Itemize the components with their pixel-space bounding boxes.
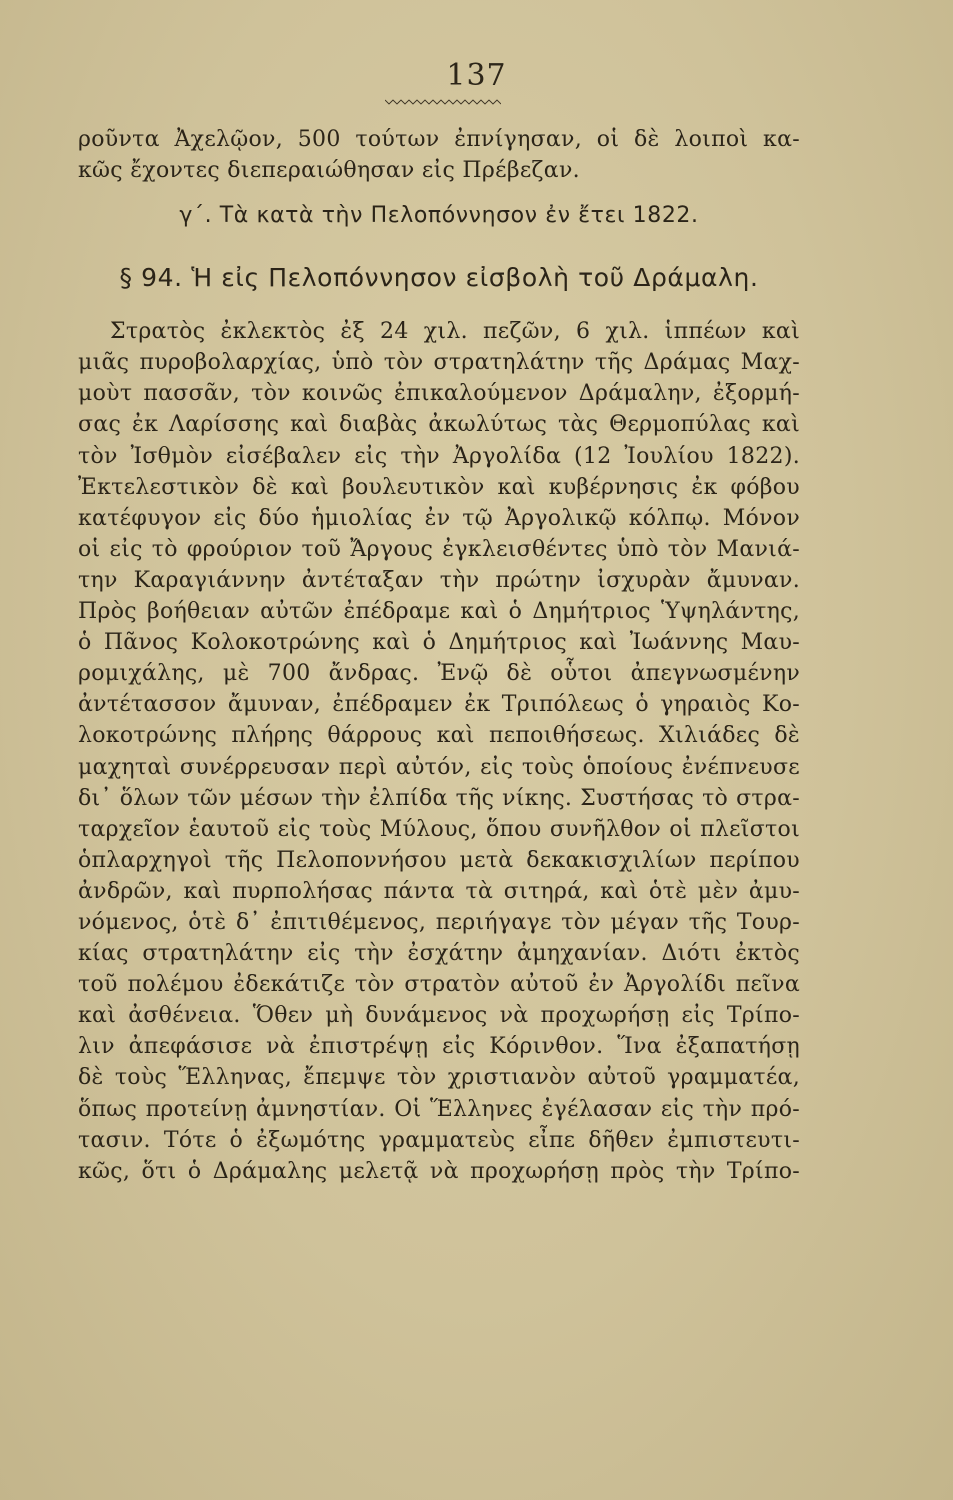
body-line: νόμενος, ὁτὲ δ᾿ ἐπιτιθέμενος, περιήγαγε τὸν μέγαν τῆς Τουρ- bbox=[78, 909, 800, 935]
body-line: σας ἐκ Λαρίσσης καὶ διαβὰς ἀκωλύτως τὰς Θερμοπύλας καὶ bbox=[78, 412, 800, 438]
body-line: δὲ τοὺς Ἕλληνας, ἔπεμψε τὸν χριστιανὸν αὐτοῦ γραμματέα, bbox=[78, 1065, 800, 1091]
body-line: λιν ἀπεφάσισε νὰ ἐπιστρέψῃ εἰς Κόρινθον. Ἵνα ἐξαπατήσῃ bbox=[78, 1034, 800, 1060]
body-line: ὁπλαρχηγοὶ τῆς Πελοποννήσου μετὰ δεκακισχιλίων περίπου bbox=[78, 847, 800, 873]
body-line: λοκοτρώνης πλήρης θάρρους καὶ πεποιθήσεως. Χιλιάδες δὲ bbox=[78, 723, 800, 749]
body-line: ἀνδρῶν, καὶ πυρπολήσας πάντα τὰ σιτηρά, καὶ ὁτὲ μὲν ἀμυ- bbox=[78, 878, 800, 904]
paragraph-top-line: κῶς ἔχοντες διεπεραιώθησαν εἰς Πρέβεζαν. bbox=[78, 158, 580, 184]
body-line: ὁ Πᾶνος Κολοκοτρώνης καὶ ὁ Δημήτριος καὶ Ἰωάννης Μαυ- bbox=[78, 630, 800, 656]
body-line: ἀντέτασσον ἄμυναν, ἐπέδραμεν ἐκ Τριπόλεως ὁ γηραιὸς Κο- bbox=[78, 692, 800, 718]
paragraph-top-line: ροῦντα Ἀχελῷον, 500 τούτων ἐπνίγησαν, οἱ δὲ λοιποὶ κα- bbox=[78, 127, 800, 152]
body-line: τὸν Ἰσθμὸν εἰσέβαλεν εἰς τὴν Ἀργολίδα (12 Ἰουλίου 1822). bbox=[78, 443, 800, 469]
body-line: τοῦ πολέμου ἐδεκάτιζε τὸν στρατὸν αὐτοῦ ἐν Ἀργολίδι πεῖνα bbox=[78, 972, 800, 998]
body-line: Ἐκτελεστικὸν δὲ καὶ βουλευτικὸν καὶ κυβέρνησις ἐκ φόβου bbox=[78, 474, 800, 500]
body-line: τασιν. Τότε ὁ ἐξωμότης γραμματεὺς εἶπε δῆθεν ἐμπιστευτι- bbox=[78, 1127, 800, 1153]
section-heading: γ΄. Τὰ κατὰ τὴν Πελοπόννησον ἐν ἔτει 1822. bbox=[179, 203, 699, 229]
page-number: 137 bbox=[446, 58, 507, 93]
body-line: Στρατὸς ἐκλεκτὸς ἐξ 24 χιλ. πεζῶν, 6 χιλ. ἱππέων καὶ bbox=[110, 319, 800, 345]
body-line: μιᾶς πυροβολαρχίας, ὑπὸ τὸν στρατηλάτην τῆς Δράμας Μαχ- bbox=[78, 350, 800, 376]
subsection-heading: § 94. Ἡ εἰς Πελοπόννησον εἰσβολὴ τοῦ Δράμαλη. bbox=[119, 263, 759, 293]
body-line: δι᾿ ὅλων τῶν μέσων τὴν ἐλπίδα τῆς νίκης. Συστήσας τὸ στρα- bbox=[78, 785, 800, 811]
body-line: μαχηταὶ συνέρρευσαν περὶ αὐτόν, εἰς τοὺς ὁποίους ἐνέπνευσε bbox=[78, 754, 800, 780]
body-line: κατέφυγον εἰς δύο ἡμιολίας ἐν τῷ Ἀργολικῷ κόλπῳ. Μόνον bbox=[78, 505, 800, 531]
body-line: ὅπως προτείνῃ ἀμνηστίαν. Οἱ Ἕλληνες ἐγέλασαν εἰς τὴν πρό- bbox=[78, 1096, 800, 1122]
body-line: μοὺτ πασσᾶν, τὸν κοινῶς ἐπικαλούμενον Δράμαλην, ἐξορμή- bbox=[78, 381, 800, 407]
body-line: κῶς, ὅτι ὁ Δράμαλης μελετᾷ νὰ προχωρήσῃ πρὸς τὴν Τρίπο- bbox=[78, 1158, 800, 1184]
page-header bbox=[0, 58, 953, 93]
text-block bbox=[78, 124, 800, 1187]
body-line: οἱ εἰς τὸ φρούριον τοῦ Ἄργους ἐγκλεισθέντες ὑπὸ τὸν Μανιά- bbox=[78, 536, 800, 562]
body-line: ταρχεῖον ἑαυτοῦ εἰς τοὺς Μύλους, ὅπου συνῆλθον οἱ πλεῖστοι bbox=[78, 816, 800, 842]
body-line: καὶ ἀσθένεια. Ὅθεν μὴ δυνάμενος νὰ προχωρήσῃ εἰς Τρίπο- bbox=[78, 1003, 800, 1029]
body-line: ρομιχάλης, μὲ 700 ἄνδρας. Ἐνῷ δὲ οὗτοι ἀπεγνωσμένην bbox=[78, 661, 800, 687]
body-line: Πρὸς βοήθειαν αὐτῶν ἐπέδραμε καὶ ὁ Δημήτριος Ὑψηλάντης, bbox=[78, 599, 800, 625]
body-line: κίας στρατηλάτην εἰς τὴν ἐσχάτην ἀμηχανίαν. Διότι ἐκτὸς bbox=[78, 941, 800, 967]
body-line: την Καραγιάννην ἀντέταξαν τὴν πρώτην ἰσχυρὰν ἄμυναν. bbox=[78, 567, 800, 593]
ornamental-rule bbox=[385, 99, 501, 105]
